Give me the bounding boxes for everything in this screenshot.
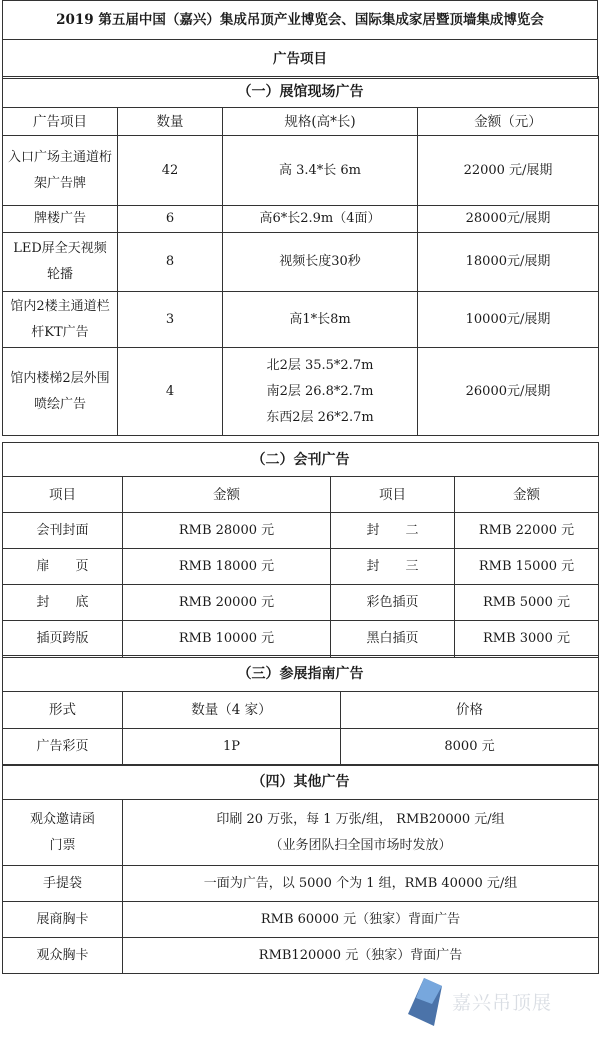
other-desc: 一面为广告，以 5000 个为 1 组，RMB 40000 元/组 <box>123 866 599 902</box>
other-desc: RMB 60000 元（独家）背面广告 <box>123 902 599 938</box>
table-row <box>3 348 599 436</box>
ad-qty: 8 <box>118 233 223 292</box>
catalog-price: RMB 18000 元 <box>123 549 331 585</box>
table-row <box>3 206 599 233</box>
catalog-item: 黑白插页 <box>331 621 455 658</box>
catalog-item: 会刊封面 <box>3 513 123 549</box>
ad-item: 牌楼广告 <box>3 206 118 233</box>
col-header: 金额 <box>123 477 331 513</box>
spec-line: 南2层 26.8*2.7m <box>266 383 374 399</box>
desc-line: 印刷 20 万张，每 1 万张/组， RMB20000 元/组 <box>216 811 505 827</box>
section3-heading: （三）参展指南广告 <box>3 656 599 692</box>
table-row <box>3 902 599 938</box>
catalog-item: 封 三 <box>331 549 455 585</box>
spec-line: 北2层 35.5*2.7m <box>266 357 374 373</box>
table-row <box>3 585 599 621</box>
col-header: 广告项目 <box>3 108 118 136</box>
other-item: 手提袋 <box>3 866 123 902</box>
ad-spec: 高6*长2.9m（4面） <box>223 206 418 233</box>
ad-spec <box>223 348 418 436</box>
ad-price: 22000 元/展期 <box>418 136 599 206</box>
catalog-price: RMB 3000 元 <box>455 621 599 658</box>
catalog-price: RMB 5000 元 <box>455 585 599 621</box>
table-row <box>3 233 599 292</box>
ad-price: 10000元/展期 <box>418 292 599 348</box>
section1-heading: （一）展馆现场广告 <box>3 77 599 108</box>
table-row <box>3 800 599 866</box>
ad-qty: 3 <box>118 292 223 348</box>
section3-table <box>2 655 599 766</box>
col-header: 金额（元） <box>418 108 599 136</box>
document-subtitle: 广告项目 <box>3 40 598 79</box>
other-item: 观众胸卡 <box>3 938 123 974</box>
catalog-price: RMB 10000 元 <box>123 621 331 658</box>
col-header: 数量 <box>118 108 223 136</box>
other-item: 展商胸卡 <box>3 902 123 938</box>
catalog-item: 封 二 <box>331 513 455 549</box>
catalog-item: 扉 页 <box>3 549 123 585</box>
document-title-block <box>2 0 598 79</box>
table-row <box>3 621 599 658</box>
section4-heading: （四）其他广告 <box>3 765 599 800</box>
spec-line: 东西2层 26*2.7m <box>266 409 374 425</box>
catalog-item: 插页跨版 <box>3 621 123 658</box>
item-line: 观众邀请函 <box>29 811 95 827</box>
guide-price: 8000 元 <box>341 729 599 766</box>
section1-table <box>2 76 599 436</box>
section4-table <box>2 764 599 974</box>
col-header: 项目 <box>331 477 455 513</box>
ad-price: 28000元/展期 <box>418 206 599 233</box>
ad-spec: 视频长度30秒 <box>223 233 418 292</box>
other-desc <box>123 800 599 866</box>
document-title: 2019 第五届中国（嘉兴）集成吊顶产业博览会、国际集成家居暨顶墙集成博览会 <box>3 1 598 40</box>
ad-qty: 42 <box>118 136 223 206</box>
table-row <box>3 136 599 206</box>
table-row <box>3 513 599 549</box>
col-header: 项目 <box>3 477 123 513</box>
catalog-price: RMB 22000 元 <box>455 513 599 549</box>
other-item <box>3 800 123 866</box>
catalog-item: 彩色插页 <box>331 585 455 621</box>
ad-item: LED屏全天视频轮播 <box>3 233 118 292</box>
ad-item: 馆内楼梯2层外围喷绘广告 <box>3 348 118 436</box>
col-header: 金额 <box>455 477 599 513</box>
ad-item: 入口广场主通道桁架广告牌 <box>3 136 118 206</box>
table-row <box>3 866 599 902</box>
col-header: 形式 <box>3 692 123 729</box>
catalog-price: RMB 20000 元 <box>123 585 331 621</box>
ad-price: 26000元/展期 <box>418 348 599 436</box>
section2-table <box>2 442 599 658</box>
col-header: 数量（4 家） <box>123 692 341 729</box>
section2-heading: （二）会刊广告 <box>3 443 599 477</box>
table-row <box>3 292 599 348</box>
col-header: 规格(高*长) <box>223 108 418 136</box>
guide-form: 广告彩页 <box>3 729 123 766</box>
desc-line: （业务团队扫全国市场时发放） <box>269 837 452 853</box>
catalog-price: RMB 15000 元 <box>455 549 599 585</box>
col-header: 价格 <box>341 692 599 729</box>
item-line: 门票 <box>49 837 76 853</box>
ad-spec: 高 3.4*长 6m <box>223 136 418 206</box>
ad-qty: 4 <box>118 348 223 436</box>
ad-item: 馆内2楼主通道栏杆KT广告 <box>3 292 118 348</box>
ad-price: 18000元/展期 <box>418 233 599 292</box>
ad-spec: 高1*长8m <box>223 292 418 348</box>
watermark-text: 嘉兴吊顶展 <box>452 992 553 1014</box>
catalog-item: 封 底 <box>3 585 123 621</box>
guide-qty: 1P <box>123 729 341 766</box>
catalog-price: RMB 28000 元 <box>123 513 331 549</box>
table-row <box>3 549 599 585</box>
table-row <box>3 729 599 766</box>
other-desc: RMB120000 元（独家）背面广告 <box>123 938 599 974</box>
ad-qty: 6 <box>118 206 223 233</box>
